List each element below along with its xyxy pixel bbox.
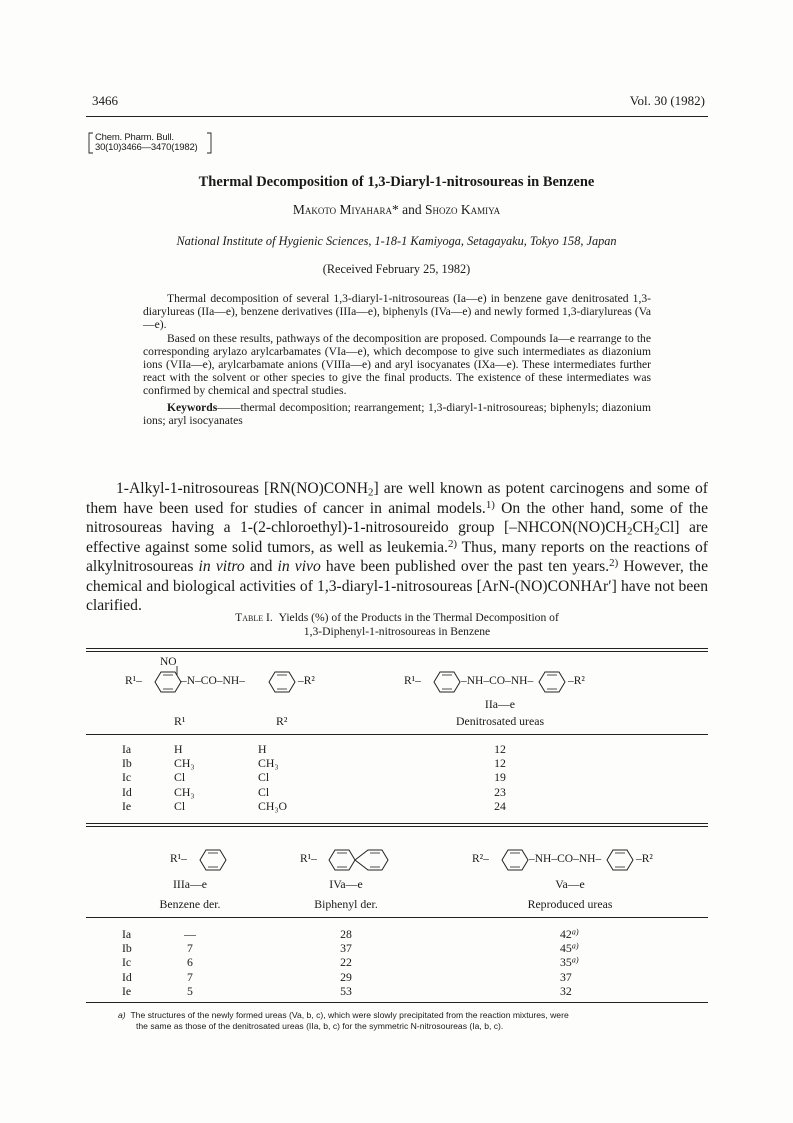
- struct5-label: Va—e: [555, 877, 585, 891]
- struct5-r1: R²–: [472, 853, 489, 865]
- row-r1-value: Cl: [174, 798, 186, 813]
- body-text-h: However, the chemical and biological activities of 1,3-diaryl-1-nitrosoureas [ArN-(NO)CONHAr′] have not been clarified.: [86, 558, 709, 614]
- received-date: (Received February 25, 1982): [322, 262, 471, 276]
- reference-3: 2): [609, 557, 619, 570]
- row-denitrosated-yield: 12: [494, 742, 506, 756]
- row-benzene-yield: —: [184, 927, 196, 941]
- yield-value: 32: [560, 983, 572, 998]
- table-caption-label: Table I.: [235, 611, 273, 624]
- row-compound-id: Ie: [122, 798, 132, 813]
- column-header-r2: R²: [276, 714, 288, 728]
- body-text-c-mid: CH: [632, 519, 655, 536]
- footnote-mark: a): [118, 1010, 126, 1020]
- struct5-linker: –NH–CO–NH–: [529, 853, 602, 865]
- column-header-r1: R¹: [174, 714, 186, 728]
- table-caption-line-2: 1,3-Diphenyl-1-nitrosoureas in Benzene: [303, 625, 491, 638]
- row-r1-value: CH₃: [174, 784, 195, 799]
- row-compound-id: Ib: [122, 756, 132, 771]
- row-r2-value: Cl: [258, 784, 270, 799]
- page-number: 3466: [92, 93, 118, 108]
- table-caption: [86, 611, 708, 639]
- footnote-ref: a): [571, 941, 579, 951]
- column-header-benzene: Benzene der.: [159, 897, 221, 911]
- body-text-c: On the other hand, some of the nitrosoureas having a 1-(2-chloroethyl)-1-nitrosoureido group [–NHCON(NO)CH: [86, 499, 708, 536]
- row-reproduced-yield: [560, 970, 572, 984]
- column-header-denitrosated: Denitrosated ureas: [455, 714, 545, 728]
- row-biphenyl-yield: 22: [340, 955, 352, 970]
- yield-value: 42: [560, 927, 572, 941]
- right-bracket-icon: [206, 132, 212, 154]
- row-biphenyl-yield: 53: [340, 983, 352, 998]
- row-compound-id: Ia: [122, 927, 132, 941]
- row-biphenyl-yield: 37: [340, 941, 352, 956]
- body-text-d: Cl] are effective against some solid tumors, as well as leukemia.: [86, 519, 708, 556]
- row-reproduced-yield: [560, 927, 579, 941]
- row-r2-value: Cl: [258, 770, 270, 785]
- footnote-line-1: The structures of the newly formed ureas (Va, b, c), which were slowly precipitated from the reaction mixtures, were: [130, 1010, 569, 1020]
- body-italic-2: in vivo: [277, 558, 321, 575]
- table-top-rule: [86, 648, 708, 652]
- table-header-rule: [86, 734, 708, 735]
- body-paragraph-1: [86, 479, 708, 616]
- nitroso-label: NO: [160, 656, 177, 668]
- row-benzene-yield: 7: [187, 941, 193, 956]
- struct2-label: IIa—e: [484, 697, 516, 711]
- body-sub-a: 2: [368, 486, 374, 499]
- body-text: [86, 479, 708, 616]
- abstract-paragraph-1: Thermal decomposition of several 1,3-diaryl-1-nitrosoureas (Ia—e) in benzene gave denitrosated 1,3-diarylureas (IIa—e), benzene derivatives (IIIa—e), biphenyls (IVa—e) and newly formed 1,3-diarylureas (Va—e).: [143, 292, 651, 332]
- row-compound-id: Ic: [122, 955, 132, 970]
- row-r2-value: CH₃: [258, 756, 279, 771]
- struct1-r1: R¹–: [125, 675, 142, 687]
- struct1-linker: –N–CO–NH–: [181, 675, 245, 687]
- body-text-g: have been published over the past ten years.: [320, 558, 610, 575]
- citation-ref: 30(10)3466—3470(1982): [95, 142, 198, 153]
- left-bracket-icon: [88, 132, 94, 154]
- author-2: Shozo Kamiya: [425, 202, 501, 217]
- article-title: Thermal Decomposition of 1,3-Diaryl-1-nitrosoureas in Benzene: [198, 174, 595, 190]
- header-rule: [86, 116, 708, 117]
- row-biphenyl-yield: 29: [340, 969, 352, 984]
- column-header-reproduced: Reproduced ureas: [527, 897, 613, 911]
- row-benzene-yield: 7: [187, 969, 193, 984]
- row-benzene-yield: 5: [187, 983, 193, 998]
- row-compound-id: Ie: [122, 983, 132, 998]
- bond-line-icon: [174, 666, 180, 676]
- row-compound-id: Ia: [122, 742, 132, 756]
- keywords-text: ——thermal decomposition; rearrangement; 1,3-diaryl-1-nitrosoureas; biphenyls; diazonium ions; aryl isocyanates: [143, 400, 651, 427]
- author-1: Makoto Miyahara*: [292, 202, 399, 217]
- row-r2-value: H: [258, 742, 267, 756]
- struct1-r2: –R²: [298, 675, 315, 687]
- row-r1-value: Cl: [174, 770, 186, 785]
- reference-2: 2): [447, 537, 458, 550]
- body-sub-c1: 2: [626, 525, 633, 538]
- struct5-r2: –R²: [636, 853, 653, 865]
- row-compound-id: Ic: [122, 770, 132, 785]
- affiliation: National Institute of Hygienic Sciences, 1-18-1 Kamiyoga, Setagayaku, Tokyo 158, Japan: [176, 234, 617, 248]
- citation-journal: Chem. Pharm. Bull.: [95, 132, 174, 143]
- author-and: and: [402, 202, 422, 217]
- row-reproduced-yield: [560, 941, 579, 955]
- row-denitrosated-yield: 24: [494, 798, 506, 813]
- body-italic-1: in vitro: [198, 558, 245, 575]
- row-reproduced-yield: [560, 984, 572, 998]
- row-r1-value: CH₃: [174, 756, 195, 771]
- row-denitrosated-yield: 12: [494, 756, 506, 771]
- row-r2-value: CH₃O: [258, 798, 288, 813]
- row-reproduced-yield: [560, 955, 579, 969]
- benzene-ring-icon: [532, 670, 572, 694]
- row-r1-value: H: [174, 742, 183, 756]
- reference-1: 1): [485, 498, 495, 511]
- yield-value: 45: [560, 941, 572, 956]
- table-caption-line-1: Yields (%) of the Products in the Thermal Decomposition of: [278, 611, 559, 624]
- struct4-label: IVa—e: [329, 877, 363, 891]
- footnote-ref: a): [571, 955, 579, 965]
- abstract-paragraph-2: Based on these results, pathways of the decomposition are proposed. Compounds Ia—e rearrange to the corresponding arylazo arylcarbamates (VIa—e), which decompose to give such intermediates as diazonium ions (VIIa—e), arylcarbamate anions (VIIIa—e) and aryl isocyanates (IXa—e). These intermediates further react with the solvent or other species to give the final products. The existence of these intermediates was confirmed by chemical and spectral studies.: [143, 331, 651, 398]
- body-sub-c2: 2: [654, 525, 660, 538]
- author-line: [0, 202, 793, 218]
- row-benzene-yield: 6: [187, 955, 193, 970]
- struct2-linker: –NH–CO–NH–: [461, 675, 534, 687]
- row-denitrosated-yield: 23: [494, 784, 506, 799]
- table-mid-rule: [86, 823, 708, 827]
- struct2-r2: –R²: [568, 675, 585, 687]
- table-bottom-rule: [86, 1002, 708, 1003]
- abstract: [143, 292, 651, 427]
- struct2-r1: R¹–: [404, 675, 421, 687]
- struct3-label: IIIa—e: [172, 877, 208, 891]
- benzene-ring-icon: [262, 670, 302, 694]
- benzene-ring-icon: [600, 848, 640, 872]
- body-text-e: Thus, many reports on the reactions of alkylnitrosoureas: [86, 538, 708, 575]
- body-text-f: and: [244, 558, 278, 575]
- yield-value: 37: [560, 969, 572, 984]
- struct3-r: R¹–: [170, 853, 187, 865]
- keywords-line: [143, 401, 651, 427]
- table-header-rule-2: [86, 917, 708, 918]
- keywords-label: Keywords: [167, 400, 218, 414]
- table-footnote: [118, 1010, 678, 1032]
- body-text-a: 1-Alkyl-1-nitrosoureas [RN(NO)CONH: [116, 480, 368, 497]
- row-biphenyl-yield: 28: [340, 927, 352, 941]
- benzene-ring-icon: [193, 848, 233, 872]
- row-compound-id: Ib: [122, 941, 132, 956]
- footnote-ref: a): [571, 927, 579, 937]
- row-compound-id: Id: [122, 784, 132, 799]
- benzene-ring-icon: [355, 848, 395, 872]
- struct4-r: R¹–: [300, 853, 317, 865]
- column-header-biphenyl: Biphenyl der.: [314, 897, 378, 911]
- volume-label: Vol. 30 (1982): [629, 93, 705, 108]
- yield-value: 35: [560, 955, 572, 970]
- footnote-line-2: the same as those of the denitrosated ureas (IIa, b, c) for the symmetric N-nitrosoureas (Ia, b, c).: [136, 1021, 504, 1031]
- row-denitrosated-yield: 19: [494, 770, 506, 785]
- body-text-b: ] are well known as potent carcinogens and some of them have been used for studies of cancer in animal models.: [86, 480, 708, 517]
- row-compound-id: Id: [122, 969, 132, 984]
